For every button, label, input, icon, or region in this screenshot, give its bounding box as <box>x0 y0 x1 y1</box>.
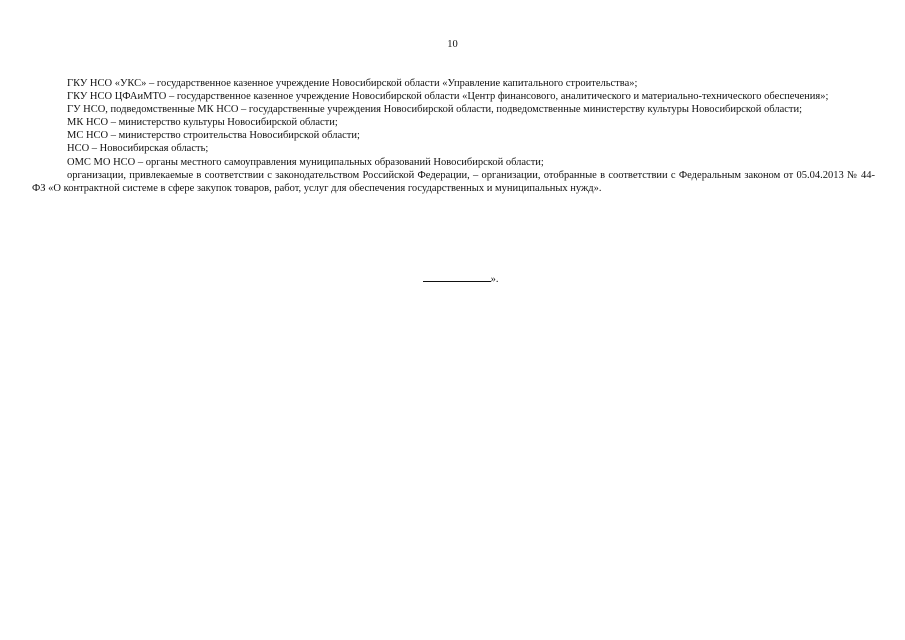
paragraph-organizations: организации, привлекаемые в соответствии с законодательством Российской Федерации, – организации, отобранные в соответствии с Федеральным законом от 05.04.2013 № 44-ФЗ «О контрактной системе в сфере закупок товаров, работ, услуг для обеспечения государственных и муниципальных нужд». <box>32 169 875 194</box>
paragraph-ms-nso: МС НСО – министерство строительства Новосибирской области; <box>67 130 360 142</box>
closing-line <box>0 271 905 286</box>
paragraph-nso: НСО – Новосибирская область; <box>67 143 209 155</box>
paragraph-gu-nso: ГУ НСО, подведомственные МК НСО – государственные учреждения Новосибирской области, подведомственные министерству культуры Новосибирской области; <box>67 104 803 116</box>
signature-underline <box>423 271 491 282</box>
paragraph-oms-mo-nso: ОМС МО НСО – органы местного самоуправления муниципальных образований Новосибирской области; <box>67 156 544 168</box>
closing-mark: ». <box>490 274 499 285</box>
page-number: 10 <box>447 39 458 50</box>
paragraph-gku-uks: ГКУ НСО «УКС» – государственное казенное учреждение Новосибирской области «Управление капитального строительства»; <box>67 78 638 89</box>
paragraph-gku-cfaimto: ГКУ НСО ЦФАиМТО – государственное казенное учреждение Новосибирской области «Центр финансового, аналитического и материально-технического обеспечения»; <box>67 91 829 103</box>
paragraph-mk-nso: МК НСО – министерство культуры Новосибирской области; <box>67 117 338 129</box>
abbreviations-list <box>32 77 875 195</box>
